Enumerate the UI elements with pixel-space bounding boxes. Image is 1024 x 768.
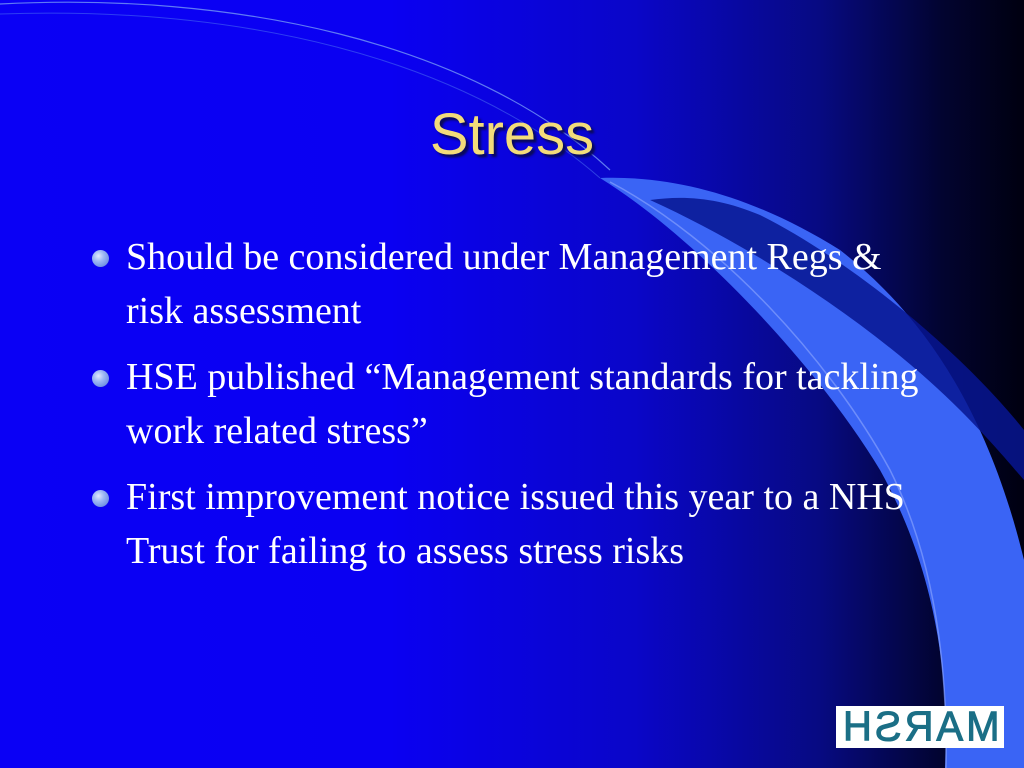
bullet-text: First improvement notice issued this year to a NHS Trust for failing to assess stress risks (126, 476, 905, 572)
slide-title: Stress (429, 102, 595, 167)
bullet-dot-icon (92, 370, 109, 387)
bullet-dot-icon (92, 490, 109, 507)
bullet-item (88, 230, 938, 338)
marsh-logo (836, 703, 1004, 751)
bullet-text: Should be considered under Management Regs & risk assessment (126, 236, 882, 332)
bullet-item (88, 350, 938, 458)
bullet-text: HSE published “Management standards for tackling work related stress” (126, 356, 919, 452)
marsh-logo-text: MARSH (840, 703, 1000, 751)
bullet-item (88, 470, 938, 578)
bullet-dot-icon (92, 250, 109, 267)
bullet-list (88, 230, 938, 590)
